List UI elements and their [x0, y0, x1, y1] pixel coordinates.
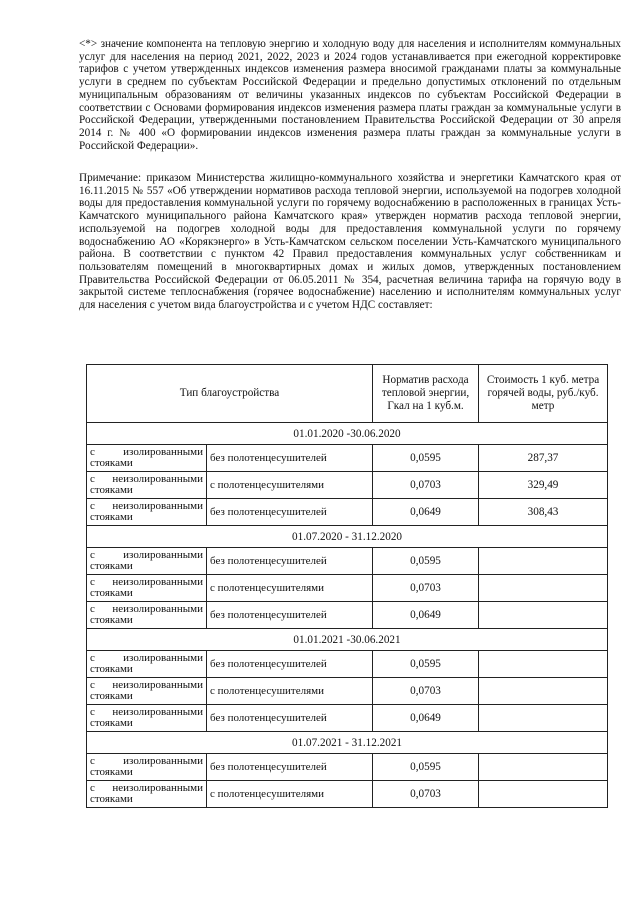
type-cell: без полотенцесушителей: [207, 602, 373, 629]
header-type: Тип благоустройства: [87, 365, 373, 423]
norm-cell: 0,0649: [373, 705, 479, 732]
header-cost: Стоимость 1 куб. метра горячей воды, руб./куб. метр: [479, 365, 608, 423]
cost-cell: [479, 754, 608, 781]
period-label: 01.07.2020 - 31.12.2020: [87, 526, 608, 548]
table-row: [87, 472, 608, 499]
cost-cell: [479, 575, 608, 602]
tariff-table: [86, 364, 608, 808]
type-cell: без полотенцесушителей: [207, 445, 373, 472]
period-row: [87, 732, 608, 754]
type-cell: с полотенцесушителями: [207, 472, 373, 499]
type-cell: без полотенцесушителей: [207, 651, 373, 678]
cost-cell: [479, 602, 608, 629]
table-header-row: [87, 365, 608, 423]
footnote-paragraph: <*> значение компонента на тепловую энергию и холодную воду для населения и исполнителям коммунальных услуг для населения на период 2021, 2022, 2023 и 2024 годов устанавливается при ежегодной корректировке тарифов с учетом утвержденных индексов изменения размера вносимой гражданами платы за коммунальные услуги в среднем по субъектам Российской Федерации и предельно допустимых отклонений по отдельным муниципальным образованиям от величины указанных индексов по субъектам Российской Федерации в соответствии с Основами формирования индексов изменения размера платы граждан за коммунальные услуги в Российской Федерации, утвержденными постановлением Правительства Российской Федерации от 30 апреля 2014 г. № 400 «О формировании индексов изменения размера платы граждан за коммунальные услуги в Российской Федерации».: [79, 38, 621, 152]
table-row: [87, 781, 608, 808]
norm-cell: 0,0595: [373, 445, 479, 472]
table-row: [87, 651, 608, 678]
period-row: [87, 629, 608, 651]
table-row: [87, 678, 608, 705]
stoyak-cell: с неизолированными стояками: [87, 678, 207, 705]
stoyak-cell: с изолированными стояками: [87, 754, 207, 781]
cost-cell: [479, 651, 608, 678]
type-cell: с полотенцесушителями: [207, 678, 373, 705]
cost-cell: 329,49: [479, 472, 608, 499]
type-cell: с полотенцесушителями: [207, 781, 373, 808]
table-row: [87, 499, 608, 526]
table-row: [87, 705, 608, 732]
cost-cell: [479, 548, 608, 575]
stoyak-cell: с изолированными стояками: [87, 548, 207, 575]
norm-cell: 0,0595: [373, 651, 479, 678]
norm-cell: 0,0595: [373, 754, 479, 781]
period-label: 01.07.2021 - 31.12.2021: [87, 732, 608, 754]
table-body: [87, 423, 608, 808]
table-row: [87, 754, 608, 781]
stoyak-cell: с изолированными стояками: [87, 651, 207, 678]
stoyak-cell: с неизолированными стояками: [87, 499, 207, 526]
stoyak-cell: с изолированными стояками: [87, 445, 207, 472]
cost-cell: [479, 705, 608, 732]
header-norm: Норматив расхода тепловой энергии, Гкал на 1 куб.м.: [373, 365, 479, 423]
stoyak-cell: с неизолированными стояками: [87, 472, 207, 499]
norm-cell: 0,0649: [373, 499, 479, 526]
stoyak-cell: с неизолированными стояками: [87, 575, 207, 602]
norm-cell: 0,0703: [373, 678, 479, 705]
period-row: [87, 526, 608, 548]
cost-cell: [479, 781, 608, 808]
norm-cell: 0,0703: [373, 781, 479, 808]
type-cell: с полотенцесушителями: [207, 575, 373, 602]
type-cell: без полотенцесушителей: [207, 499, 373, 526]
table-row: [87, 548, 608, 575]
type-cell: без полотенцесушителей: [207, 705, 373, 732]
note-paragraph: Примечание: приказом Министерства жилищно-коммунального хозяйства и энергетики Камчатского края от 16.11.2015 № 557 «Об утверждении нормативов расхода тепловой энергии, используемой на подогрев холодной воды для предоставления коммунальной услуги по горячему водоснабжению в расположенных в границах Усть-Камчатского муниципального района Камчатского края» утвержден норматив расхода тепловой энергии, используемой на подогрев холодной воды для предоставления коммунальной услуги по горячему водоснабжению АО «Корякэнерго» в Усть-Камчатском сельском поселении Усть-Камчатского муниципального района. В соответствии с пунктом 42 Правил предоставления коммунальных услуг собственникам и пользователям помещений в многоквартирных домах и жилых домов, утвержденных постановлением Правительства Российской Федерации от 06.05.2011 № 354, расчетная величина тарифа на горячую воду в закрытой системе теплоснабжения (горячее водоснабжение) населению и исполнителям коммунальных услуг для населения с учетом вида благоустройства и с учетом НДС составляет:: [79, 172, 621, 312]
cost-cell: [479, 678, 608, 705]
stoyak-cell: с неизолированными стояками: [87, 781, 207, 808]
stoyak-cell: с неизолированными стояками: [87, 705, 207, 732]
period-label: 01.01.2021 -30.06.2021: [87, 629, 608, 651]
norm-cell: 0,0595: [373, 548, 479, 575]
stoyak-cell: с неизолированными стояками: [87, 602, 207, 629]
type-cell: без полотенцесушителей: [207, 754, 373, 781]
period-row: [87, 423, 608, 445]
period-label: 01.01.2020 -30.06.2020: [87, 423, 608, 445]
norm-cell: 0,0703: [373, 575, 479, 602]
table-row: [87, 445, 608, 472]
norm-cell: 0,0703: [373, 472, 479, 499]
norm-cell: 0,0649: [373, 602, 479, 629]
cost-cell: 308,43: [479, 499, 608, 526]
type-cell: без полотенцесушителей: [207, 548, 373, 575]
table-row: [87, 575, 608, 602]
cost-cell: 287,37: [479, 445, 608, 472]
table-row: [87, 602, 608, 629]
